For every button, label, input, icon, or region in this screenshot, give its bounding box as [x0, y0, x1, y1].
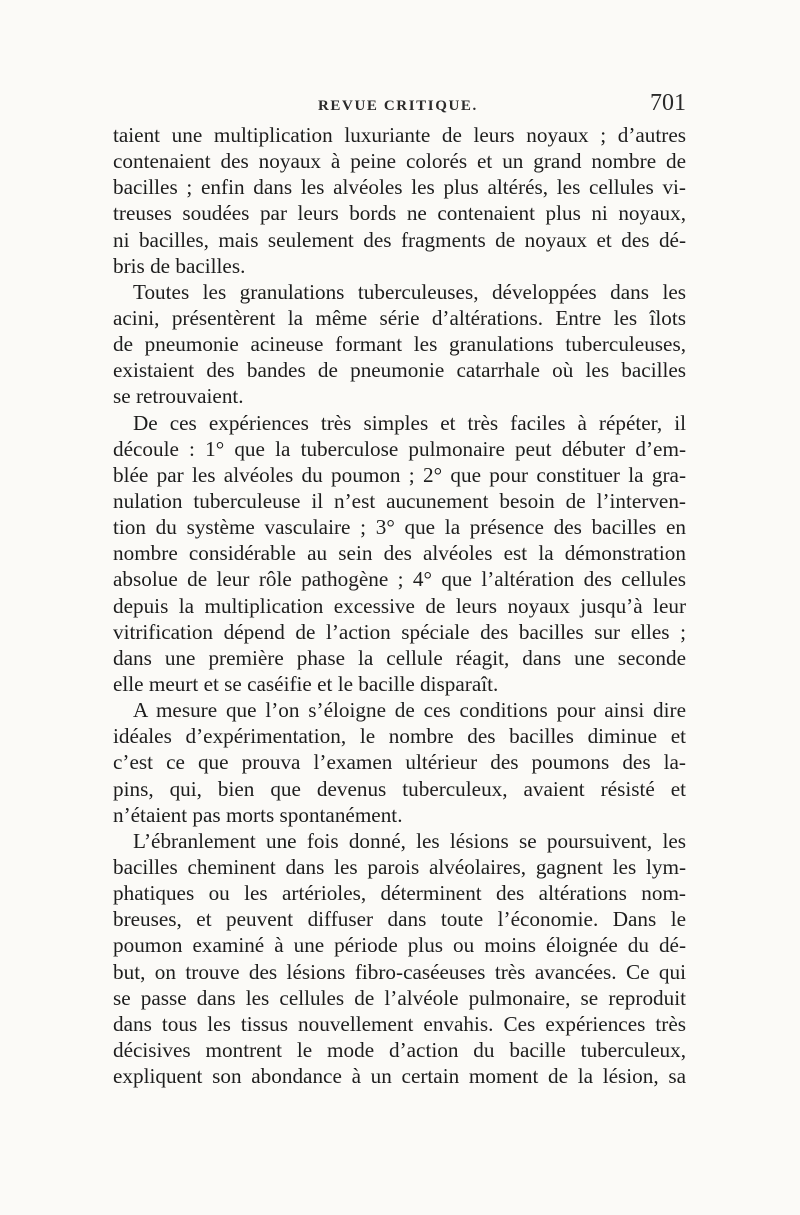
text-line: but, on trouve des lésions fibro-caséeuses très avancées. Ce qui — [113, 959, 686, 984]
text-line: vitrification dépend de l’action spéciale des bacilles sur elles ; — [113, 619, 686, 644]
text-line: c’est ce que prouva l’examen ultérieur des poumons des la- — [113, 750, 686, 775]
text-line: Toutes les granulations tuberculeuses, développées dans les — [133, 279, 686, 304]
text-line: dans une première phase la cellule réagit, dans une seconde — [113, 645, 686, 670]
text-line: treuses soudées par leurs bords ne contenaient plus ni noyaux, — [113, 201, 686, 226]
text-line: depuis la multiplication excessive de leurs noyaux jusqu’à leur — [113, 593, 686, 618]
text-line: contenaient des noyaux à peine colorés et un grand nombre de — [113, 149, 686, 174]
text-line: dans tous les tissus nouvellement envahis. Ces expériences très — [113, 1011, 686, 1036]
text-line: pins, qui, bien que devenus tuberculeux, avaient résisté et — [113, 776, 686, 801]
text-line: breuses, et peuvent diffuser dans toute l’économie. Dans le — [113, 907, 686, 932]
paragraph-1 — [113, 122, 686, 279]
text-line: bris de bacilles. — [113, 253, 246, 278]
text-line: expliquent son abondance à un certain moment de la lésion, sa — [113, 1064, 686, 1089]
text-line: blée par les alvéoles du poumon ; 2° que pour constituer la gra- — [113, 462, 686, 487]
paragraph-2 — [113, 279, 686, 410]
text-line: de pneumonie acineuse formant les granulations tuberculeuses, — [113, 332, 686, 357]
text-line: ni bacilles, mais seulement des fragments de noyaux et des dé- — [113, 227, 686, 252]
text-line: se passe dans les cellules de l’alvéole pulmonaire, se reproduit — [113, 985, 686, 1010]
text-line: elle meurt et se caséifie et le bacille disparaît. — [113, 671, 499, 696]
text-line: L’ébranlement une fois donné, les lésions se poursuivent, les — [133, 828, 686, 853]
text-line: taient une multiplication luxuriante de leurs noyaux ; d’autres — [113, 123, 686, 147]
text-line: acini, présentèrent la même série d’altérations. Entre les îlots — [113, 305, 686, 330]
text-line: De ces expériences très simples et très faciles à répéter, il — [133, 410, 686, 435]
text-line: phatiques ou les artérioles, déterminent des altérations nom- — [113, 881, 686, 906]
text-line: absolue de leur rôle pathogène ; 4° que l’altération des cellules — [113, 567, 686, 592]
text-line: idéales d’expérimentation, le nombre des bacilles diminue et — [113, 724, 686, 749]
text-line: existaient des bandes de pneumonie catarrhale où les bacilles — [113, 358, 686, 383]
text-line: décisives montrent le mode d’action du bacille tuberculeux, — [113, 1037, 686, 1062]
paragraph-5 — [113, 828, 686, 1089]
text-line: nombre considérable au sein des alvéoles est la démonstration — [113, 541, 686, 566]
text-line: n’étaient pas morts spontanément. — [113, 802, 403, 827]
text-line: tion du système vasculaire ; 3° que la présence des bacilles en — [113, 515, 686, 540]
text-line: se retrouvaient. — [113, 384, 244, 409]
text-line: découle : 1° que la tuberculose pulmonaire peut débuter d’em- — [113, 436, 686, 461]
paragraph-3 — [113, 410, 686, 698]
running-title: REVUE CRITIQUE. — [318, 98, 478, 114]
text-line: A mesure que l’on s’éloigne de ces conditions pour ainsi dire — [133, 698, 686, 723]
body-text — [113, 122, 686, 1089]
page-number: 701 — [650, 90, 686, 116]
text-line: poumon examiné à une période plus ou moins éloignée du dé- — [113, 933, 686, 958]
text-line: bacilles cheminent dans les parois alvéolaires, gagnent les lym- — [113, 854, 686, 879]
text-line: bacilles ; enfin dans les alvéoles les plus altérés, les cellules vi- — [113, 175, 686, 200]
text-line: nulation tuberculeuse il n’est aucunement besoin de l’interven- — [113, 488, 686, 513]
paragraph-4 — [113, 697, 686, 828]
